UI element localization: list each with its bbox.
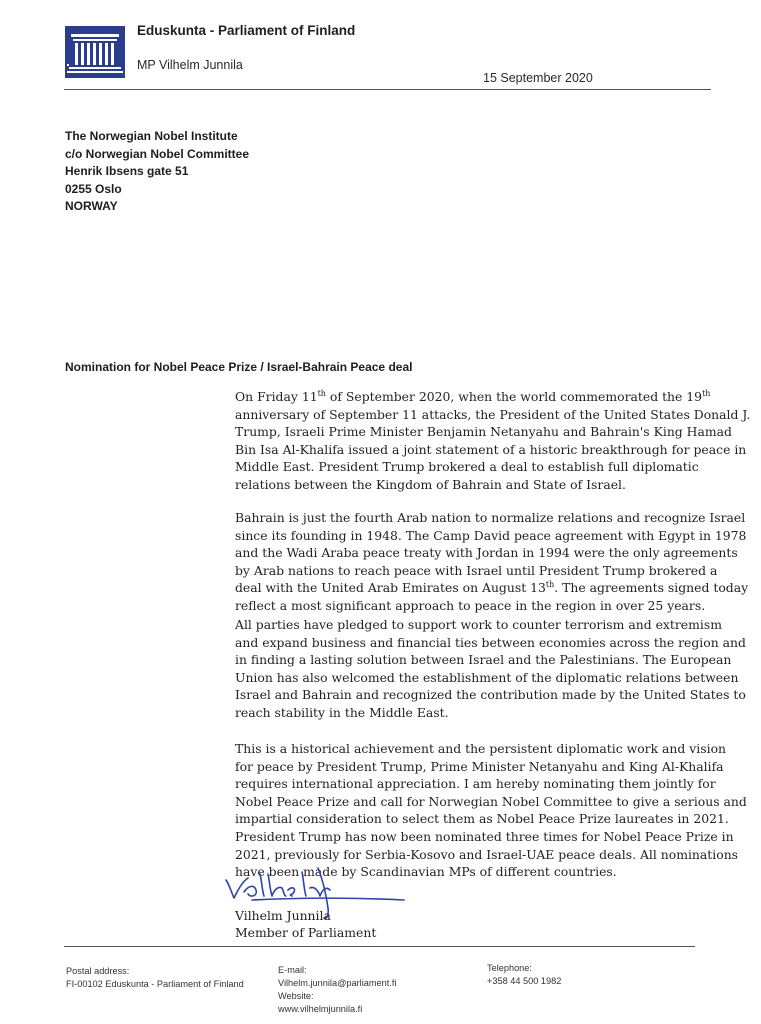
text-line: reflect a most significant approach to peace in the region in over 25 years. [235,597,706,613]
website-label: Website: [278,991,314,1001]
footer-divider [64,946,695,947]
text-line: President Trump has now been nominated three times for Nobel Peace Prize in [235,829,734,844]
subject-line: Nomination for Nobel Peace Prize / Israel-Bahrain Peace deal [65,360,413,374]
text-line: Bahrain is just the fourth Arab nation to normalize relations and recognize Israel [235,510,746,525]
body-paragraph-3 [235,616,746,721]
signer-title: Member of Parliament [235,925,377,940]
text-line: impartial consideration to select them as Nobel Peace Prize laureates in 2021. [235,811,729,826]
text-line: 2021, previously for Serbia-Kosovo and Israel-UAE peace deals. All nominations [235,846,739,862]
text-line: Union has also welcomed the establishment of the diplomatic relations between [235,669,739,685]
postal-value: FI-00102 Eduskunta - Parliament of Finland [66,979,244,989]
organization-name: Eduskunta - Parliament of Finland [137,23,356,38]
footer-postal [66,965,244,991]
recipient-line: 0255 Oslo [65,181,122,196]
text-line: by Arab nations to reach peace with Israel until President Trump brokered a [235,562,718,578]
text-line: Bin Isa Al-Khalifa issued a joint statement of a historic breakthrough for peace in [235,441,747,457]
email-value[interactable]: Vilhelm.junnila@parliament.fi [278,978,397,988]
text-line: have been made by Scandinavian MPs of different countries. [235,864,617,879]
text-line: reach stability in the Middle East. [235,704,449,720]
text-line: Nobel Peace Prize and call for Norwegian Nobel Committee to give a serious and [235,793,747,809]
text-line: Middle East. President Trump brokered a deal to establish full diplomatic [235,459,699,474]
footer-contact [278,964,396,1016]
letter-date: 15 September 2020 [483,71,593,85]
text-line: On Friday 11th of September 2020, when the world commemorated the 19th [235,389,711,404]
recipient-line: The Norwegian Nobel Institute [65,129,238,143]
text-line: since its founding in 1948. The Camp David peace agreement with Egypt in 1978 [235,527,747,543]
text-line: All parties have pledged to support work to counter terrorism and extremism [235,617,722,632]
website-value[interactable]: www.vilhelmjunnila.fi [278,1004,363,1014]
text-line: relations between the Kingdom of Bahrain and State of Israel. [235,476,626,492]
phone-value: +358 44 500 1982 [487,976,562,986]
recipient-line: Henrik Ibsens gate 51 [65,164,189,178]
body-paragraph-4 [235,740,747,828]
header-divider [64,89,711,90]
text-line: Israel and Bahrain and recognized the contribution made by the United States to [235,687,746,702]
footer-phone [487,962,561,988]
text-line: requires international appreciation. I am hereby nominating them jointly for [235,776,716,791]
body-paragraph-1 [235,388,751,493]
text-line: and expand business and financial ties between economies across the region and [235,634,746,650]
parliament-building-logo-icon [65,26,125,78]
text-line: Trump, Israeli Prime Minister Benjamin Netanyahu and Bahrain's King Hamad [235,424,732,439]
recipient-line: c/o Norwegian Nobel Committee [65,146,250,161]
mp-name: MP Vilhelm Junnila [137,58,243,72]
postal-label: Postal address: [66,966,130,976]
text-line: deal with the United Arab Emirates on August 13th. The agreements signed today [235,580,749,595]
recipient-line: NORWAY [65,199,118,213]
signer-name: Vilhelm Junnila [235,908,331,923]
phone-label: Telephone: [487,963,532,973]
email-label: E-mail: [278,965,307,975]
text-line: in finding a lasting solution between Israel and the Palestinians. The European [235,652,732,667]
text-line: and the Wadi Araba peace treaty with Jordan in 1994 were the only agreements [235,545,738,560]
text-line: This is a historical achievement and the persistent diplomatic work and vision [235,741,727,756]
body-paragraph-2 [235,509,749,614]
text-line: anniversary of September 11 attacks, the President of the United States Donald J. [235,406,751,422]
recipient-address [65,128,249,216]
text-line: for peace by President Trump, Prime Minister Netanyahu and King Al-Khalifa [235,758,724,774]
